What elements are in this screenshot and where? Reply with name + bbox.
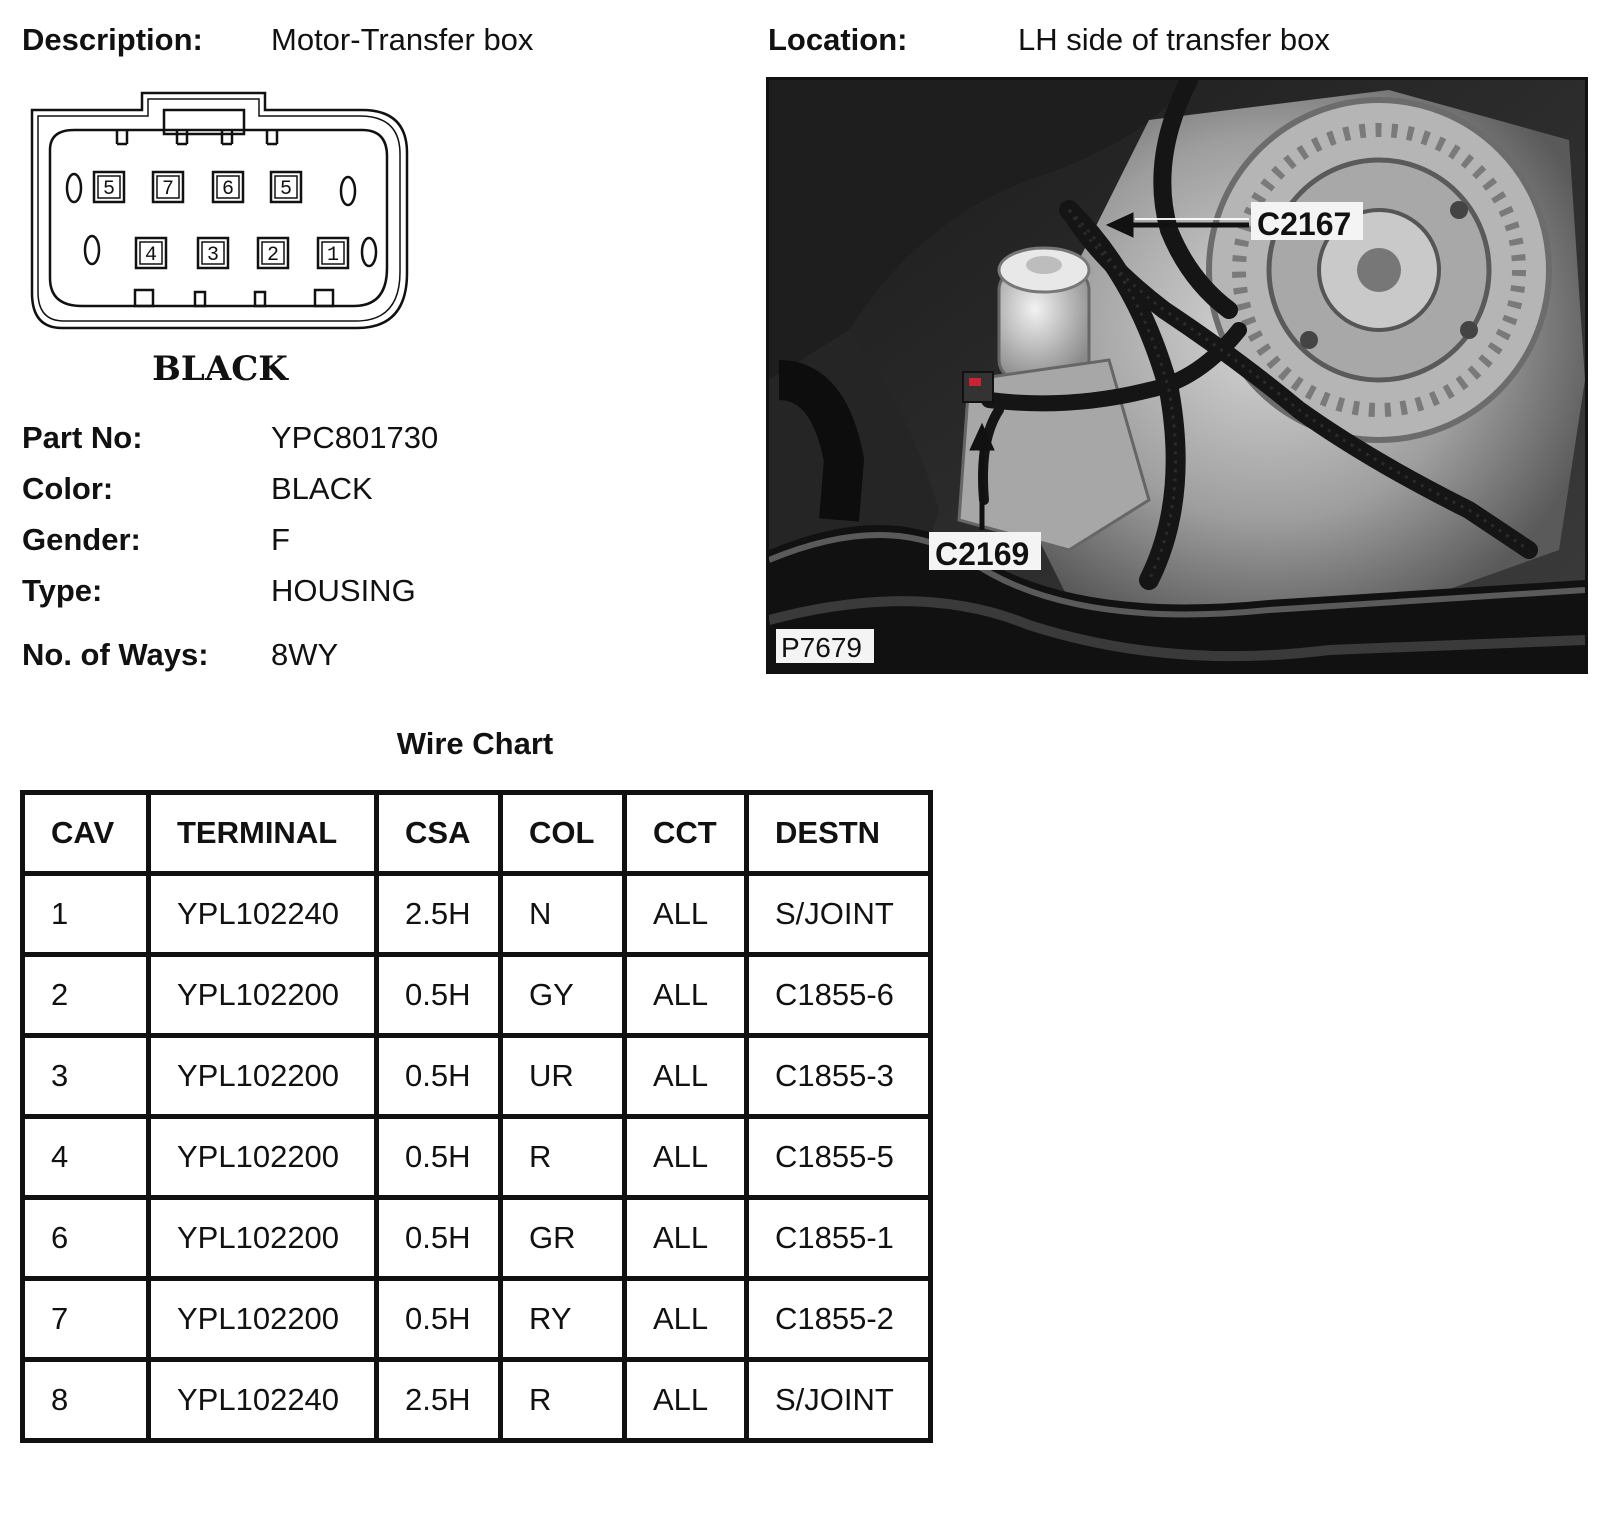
cct-cell: ALL (625, 1198, 747, 1279)
pin-label: 1 (326, 244, 340, 267)
csa-cell: 2.5H (377, 1360, 501, 1441)
part-no-label: Part No: (22, 420, 143, 455)
terminal-cell: YPL102200 (149, 1198, 377, 1279)
column-header-destn: DESTN (747, 793, 931, 874)
destn-cell: C1855-1 (747, 1198, 931, 1279)
description-label: Description: (22, 22, 203, 57)
csa-cell: 0.5H (377, 1279, 501, 1360)
csa-cell: 0.5H (377, 1036, 501, 1117)
cct-cell: ALL (625, 1036, 747, 1117)
ways-label: No. of Ways: (22, 637, 209, 672)
csa-cell: 2.5H (377, 874, 501, 955)
col-cell: UR (501, 1036, 625, 1117)
table-row (23, 1360, 931, 1441)
wire-chart-title: Wire Chart (396, 726, 554, 761)
col-cell: R (501, 1360, 625, 1441)
destn-cell: S/JOINT (747, 1360, 931, 1441)
table-row (23, 1117, 931, 1198)
cav-cell: 3 (23, 1036, 149, 1117)
table-row (23, 955, 931, 1036)
table-row (23, 874, 931, 955)
csa-cell: 0.5H (377, 1117, 501, 1198)
destn-cell: S/JOINT (747, 874, 931, 955)
col-cell: R (501, 1117, 625, 1198)
pin-label: 6 (221, 178, 235, 201)
cav-cell: 7 (23, 1279, 149, 1360)
table-header-row (23, 793, 931, 874)
description-value: Motor-Transfer box (271, 22, 534, 57)
cav-cell: 6 (23, 1198, 149, 1279)
connector-color-label: BLACK (152, 349, 288, 388)
col-cell: GR (501, 1198, 625, 1279)
terminal-cell: YPL102200 (149, 1036, 377, 1117)
terminal-cell: YPL102240 (149, 874, 377, 955)
column-header-col: COL (501, 793, 625, 874)
pin-label: 7 (161, 178, 175, 201)
column-header-terminal: TERMINAL (149, 793, 377, 874)
cct-cell: ALL (625, 874, 747, 955)
ways-value: 8WY (271, 637, 339, 672)
pin-label: 5 (279, 178, 293, 201)
location-value: LH side of transfer box (1018, 22, 1330, 57)
wire-chart-table (20, 790, 933, 1443)
table-row (23, 1198, 931, 1279)
terminal-cell: YPL102200 (149, 1279, 377, 1360)
table-row (23, 1036, 931, 1117)
pin-label: 5 (102, 178, 116, 201)
gender-label: Gender: (22, 522, 141, 557)
color-label: Color: (22, 471, 114, 506)
type-label: Type: (22, 573, 103, 608)
terminal-cell: YPL102200 (149, 955, 377, 1036)
connector-face-diagram (22, 88, 422, 388)
destn-cell: C1855-3 (747, 1036, 931, 1117)
terminal-cell: YPL102240 (149, 1360, 377, 1441)
cav-cell: 2 (23, 955, 149, 1036)
callout-c2167: C2167 (1257, 206, 1352, 242)
callout-c2169: C2169 (935, 536, 1030, 572)
column-header-cct: CCT (625, 793, 747, 874)
photo-reference-number: P7679 (781, 632, 862, 663)
part-no-value: YPC801730 (271, 420, 439, 455)
csa-cell: 0.5H (377, 1198, 501, 1279)
cct-cell: ALL (625, 1117, 747, 1198)
col-cell: GY (501, 955, 625, 1036)
destn-cell: C1855-5 (747, 1117, 931, 1198)
table-row (23, 1279, 931, 1360)
destn-cell: C1855-6 (747, 955, 931, 1036)
gender-value: F (271, 522, 290, 557)
pin-label: 2 (266, 244, 280, 267)
cct-cell: ALL (625, 1360, 747, 1441)
csa-cell: 0.5H (377, 955, 501, 1036)
pin-label: 3 (206, 244, 220, 267)
cav-cell: 1 (23, 874, 149, 955)
color-value: BLACK (271, 471, 373, 506)
cav-cell: 4 (23, 1117, 149, 1198)
destn-cell: C1855-2 (747, 1279, 931, 1360)
cct-cell: ALL (625, 1279, 747, 1360)
col-cell: RY (501, 1279, 625, 1360)
pin-label: 4 (144, 244, 158, 267)
col-cell: N (501, 874, 625, 955)
type-value: HOUSING (271, 573, 416, 608)
terminal-cell: YPL102200 (149, 1117, 377, 1198)
column-header-cav: CAV (23, 793, 149, 874)
location-label: Location: (768, 22, 908, 57)
cct-cell: ALL (625, 955, 747, 1036)
cav-cell: 8 (23, 1360, 149, 1441)
column-header-csa: CSA (377, 793, 501, 874)
location-photo (766, 77, 1588, 674)
